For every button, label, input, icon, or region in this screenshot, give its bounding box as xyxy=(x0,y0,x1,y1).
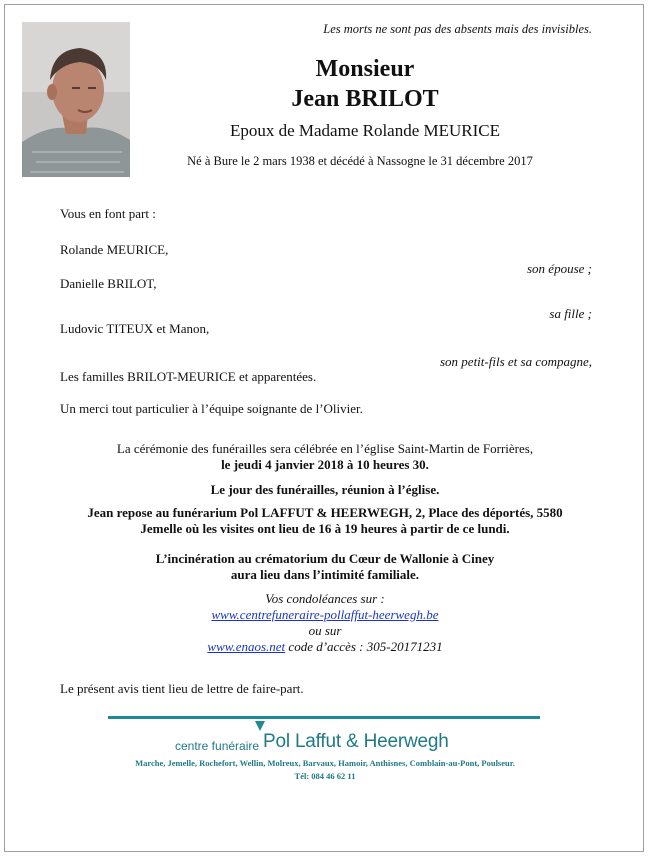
family-member-relation: son épouse ; xyxy=(527,261,592,276)
logo-small-text: centre funéraire xyxy=(175,739,260,753)
cremation-line: aura lieu dans l’intimité familiale. xyxy=(230,567,420,582)
family-member-relation: son petit-fils et sa compagne, xyxy=(439,354,592,369)
condolences-intro: Vos condoléances sur : xyxy=(265,591,385,606)
thanks-line: Un merci tout particulier à l’équipe soignante de l’Olivier. xyxy=(60,401,363,416)
family-member-relation: sa fille ; xyxy=(549,306,592,321)
condolences-or: ou sur xyxy=(308,623,342,638)
logo-towns: Marche, Jemelle, Rochefort, Wellin, Molreux, Barvaux, Hamoir, Anthisnes, Comblain-au-Pont, Poulseur. xyxy=(135,758,515,768)
logo-company-name: Pol Laffut & Heerwegh xyxy=(263,731,449,752)
logo-triangle-icon xyxy=(255,721,265,731)
ceremony-line: La cérémonie des funérailles sera célébrée en l’église Saint-Martin de Forrières, xyxy=(116,441,534,456)
funerarium-line: Jean repose au funérarium Pol LAFFUT & HEERWEGH, 2, Place des déportés, 5580 xyxy=(87,505,563,520)
ceremony-date: le jeudi 4 janvier 2018 à 10 heures 30. xyxy=(221,457,429,472)
announce-line: Vous en font part : xyxy=(60,206,156,221)
logo-phone: Tél: 084 46 62 11 xyxy=(294,771,356,781)
cremation-line: L’incinération au crématorium du Cœur de Wallonie à Ciney xyxy=(155,551,495,566)
meeting-line: Le jour des funérailles, réunion à l’église. xyxy=(210,482,440,497)
epigraph-quote: Les morts ne sont pas des absents mais des invisibles. xyxy=(323,22,592,36)
family-member-name: Les familles BRILOT-MEURICE et apparentées. xyxy=(60,369,317,384)
funerarium-line: Jemelle où les visites ont lieu de 16 à 19 heures à partir de ce lundi. xyxy=(140,521,510,536)
family-member-name: Rolande MEURICE, xyxy=(60,242,169,257)
condolences-link-enaos[interactable]: www.enaos.net xyxy=(207,639,286,654)
condolences-link-website[interactable]: www.centrefuneraire-pollaffut-heerwegh.be xyxy=(211,607,439,622)
birth-death-line: Né à Bure le 2 mars 1938 et décédé à Nassogne le 31 décembre 2017 xyxy=(187,154,533,168)
footer-note: Le présent avis tient lieu de lettre de faire-part. xyxy=(60,681,304,696)
deceased-name: Jean BRILOT xyxy=(291,86,439,112)
spouse-line: Epoux de Madame Rolande MEURICE xyxy=(229,121,501,140)
access-code: code d’accès : 305-20171231 xyxy=(285,639,443,654)
family-member-name: Danielle BRILOT, xyxy=(60,276,157,291)
honorific-title: Monsieur xyxy=(315,56,415,82)
family-member-name: Ludovic TITEUX et Manon, xyxy=(60,321,210,336)
logo-separator xyxy=(108,716,540,719)
